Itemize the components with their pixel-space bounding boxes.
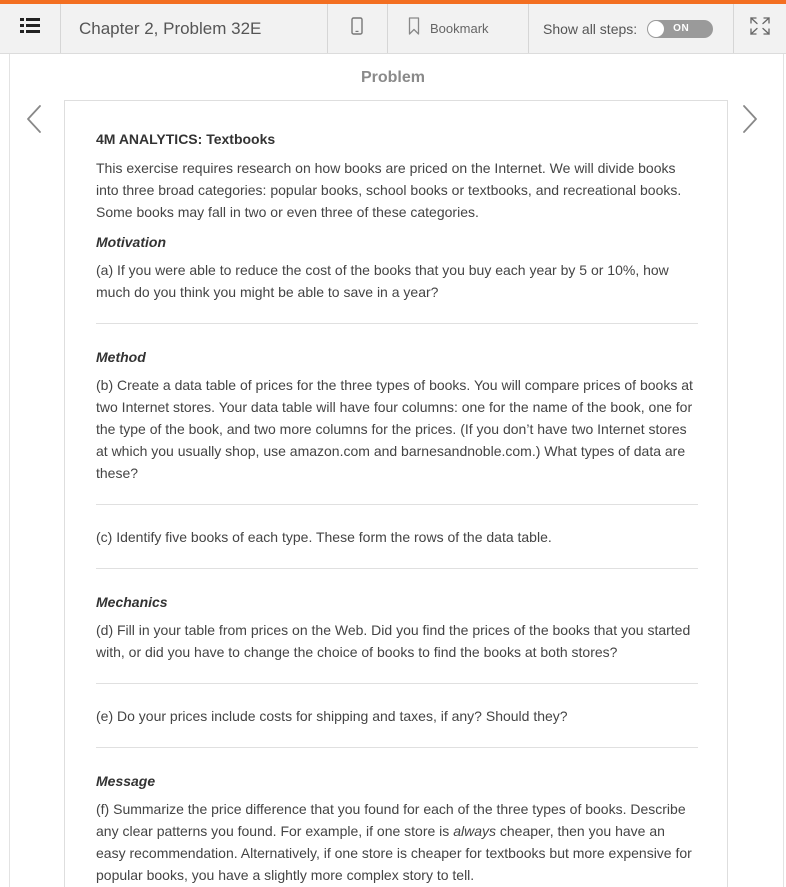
show-steps-label: Show all steps: <box>543 20 638 37</box>
part-f-emphasis: always <box>453 823 496 839</box>
section-method: Method <box>96 349 146 365</box>
problem-card <box>64 100 728 887</box>
toolbar-divider <box>528 4 529 53</box>
toolbar-divider <box>60 4 61 53</box>
problem-title: 4M ANALYTICS: Textbooks <box>96 131 276 147</box>
frame-border-right <box>783 54 784 887</box>
divider <box>96 504 698 505</box>
part-f-text-1: (f) Summarize the price difference that you found for each of the three types of books. Describe any clear patterns you found. For example, if one store is <box>96 801 686 839</box>
mobile-device-icon <box>351 17 363 40</box>
section-mechanics: Mechanics <box>96 594 168 610</box>
part-a: (a) If you were able to reduce the cost of the books that you buy each year by 5 or 10%, how much do you think you might be able to save in a year? <box>96 262 669 300</box>
chevron-left-icon <box>21 121 49 138</box>
show-steps-control <box>543 4 733 53</box>
menu-button[interactable] <box>0 4 60 53</box>
divider <box>96 747 698 748</box>
show-steps-toggle[interactable] <box>647 20 713 38</box>
toggle-knob <box>648 21 664 37</box>
bookmark-button[interactable] <box>388 4 528 53</box>
part-d-text: (d) Fill in your table from prices on the Web. Did you find the prices of the books that you started with, or did you have to change the choice of books to find the books at both stores? <box>96 622 691 660</box>
divider <box>96 683 698 684</box>
bookmark-icon <box>408 17 420 40</box>
section-message: Message <box>96 773 156 789</box>
divider <box>96 323 698 324</box>
problem-intro: This exercise requires research on how books are priced on the Internet. We will divide books into three broad categories: popular books, school books or textbooks, and recreational books. Some books may fall in two or even three of these categories. <box>96 160 682 220</box>
expand-icon <box>749 16 771 41</box>
section-motivation: Motivation <box>96 234 166 250</box>
list-menu-icon <box>20 18 40 39</box>
problem-heading: Problem <box>360 69 425 86</box>
next-problem-button[interactable] <box>735 104 763 134</box>
frame-border-left <box>9 54 10 887</box>
mobile-view-button[interactable] <box>328 4 386 53</box>
part-e: (e) Do your prices include costs for shipping and taxes, if any? Should they? <box>96 708 568 724</box>
fullscreen-button[interactable] <box>734 4 786 53</box>
part-c: (c) Identify five books of each type. These form the rows of the data table. <box>96 529 552 545</box>
previous-problem-button[interactable] <box>21 104 49 134</box>
divider <box>96 568 698 569</box>
chapter-title: Chapter 2, Problem 32E <box>79 18 262 38</box>
toolbar <box>0 4 786 54</box>
part-d <box>96 619 698 663</box>
chevron-right-icon <box>735 121 763 138</box>
part-f-text-2: cheaper, then you have an easy recommendation. Alternatively, if one store is cheaper for textbooks but more expensive for popular books, you have a slightly more complex story to tell. <box>96 823 692 883</box>
toggle-state-label: ON <box>673 22 690 34</box>
part-b: (b) Create a data table of prices for the three types of books. You will compare prices of books at two Internet stores. Your data table will have four columns: one for the name of the book, one for the type of the book, and two more columns for the prices. (If you don’t have two Internet stores at which you usually shop, use amazon.com and barnesandnoble.com.) What types of data are these? <box>96 377 693 481</box>
bookmark-label: Bookmark <box>430 21 489 36</box>
part-f <box>96 798 698 886</box>
